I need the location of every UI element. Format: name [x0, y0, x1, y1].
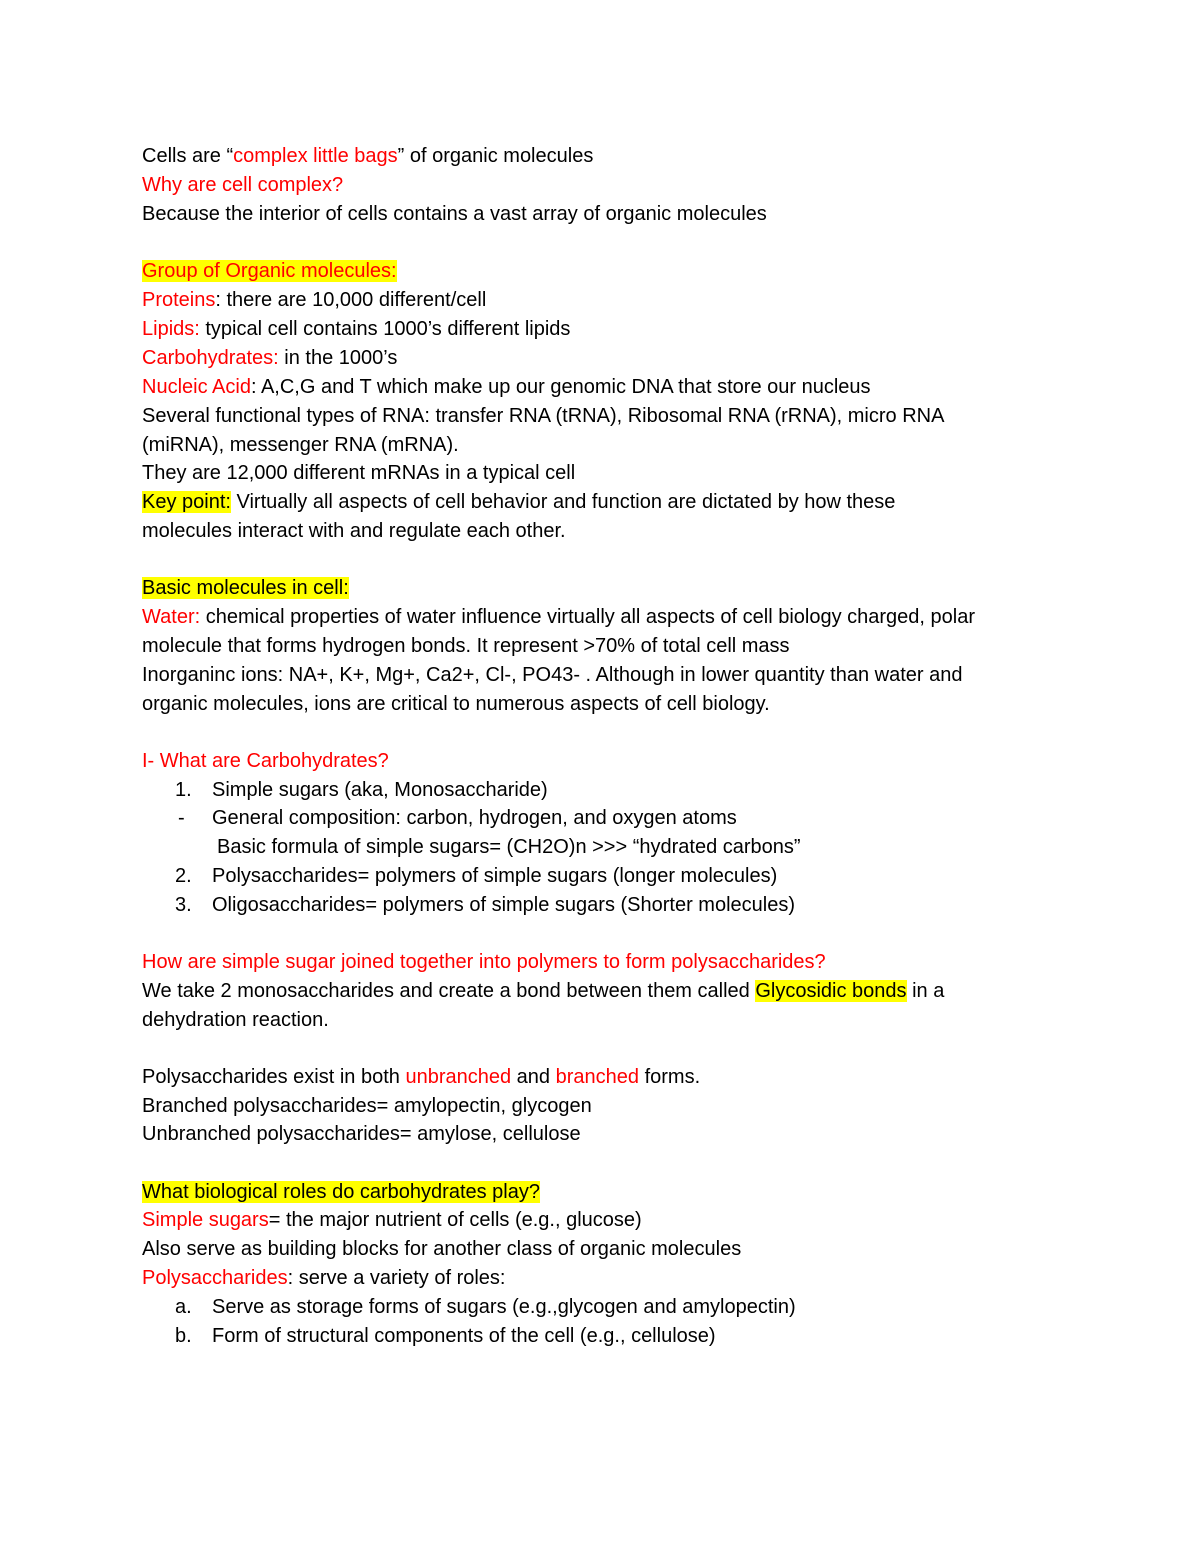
glycosidic-bonds-term: Glycosidic bonds: [755, 980, 907, 1002]
carbs-text: in the 1000’s: [278, 347, 398, 369]
branched-line: Branched polysaccharides= amylopectin, glycogen: [142, 1095, 592, 1117]
carbs-heading: I- What are Carbohydrates?: [142, 750, 389, 772]
complex-answer: Because the interior of cells contains a vast array of organic molecules: [142, 203, 767, 225]
water-text-1: chemical properties of water influence virtually all aspects of cell biology charged, polar: [200, 606, 975, 628]
building-blocks-line: Also serve as building blocks for another class of organic molecules: [142, 1238, 742, 1260]
carbs-item-3: Oligosaccharides= polymers of simple sugars (Shorter molecules): [212, 894, 796, 916]
polymers-question: How are simple sugar joined together into polymers to form polysaccharides?: [142, 951, 826, 973]
mrna-line: They are 12,000 different mRNAs in a typical cell: [142, 462, 576, 484]
carbs-label: Carbohydrates:: [142, 347, 279, 369]
list-number-3: 3.: [175, 894, 192, 916]
list-dash: -: [178, 807, 185, 829]
intro-text-2: ” of organic molecules: [397, 145, 594, 167]
intro-text-1: Cells are “: [142, 145, 234, 167]
polymers-answer-1: We take 2 monosaccharides and create a bond between them called: [142, 980, 756, 1002]
unbranched-term: unbranched: [405, 1066, 512, 1088]
nucleic-text: : A,C,G and T which make up our genomic DNA that store our nucleus: [250, 376, 871, 398]
list-letter-a: a.: [175, 1296, 192, 1318]
polysaccharides-text: : serve a variety of roles:: [287, 1267, 506, 1289]
water-line-2: molecule that forms hydrogen bonds. It represent >70% of total cell mass: [142, 635, 790, 657]
roles-item-a: Serve as storage forms of sugars (e.g.,glycogen and amylopectin): [212, 1296, 796, 1318]
carbs-formula: Basic formula of simple sugars= (CH2O)n >>> “hydrated carbons”: [217, 836, 801, 858]
basic-heading-line: [142, 574, 349, 603]
forms-text-2: forms.: [639, 1066, 701, 1088]
list-letter-b: b.: [175, 1325, 192, 1347]
unbranched-line: Unbranched polysaccharides= amylose, cellulose: [142, 1123, 581, 1145]
key-point-line: [142, 488, 895, 517]
carbs-item-1: Simple sugars (aka, Monosaccharide): [212, 779, 548, 801]
roles-heading-line: [142, 1178, 540, 1207]
groups-heading-line: [142, 257, 397, 286]
simple-sugars-label: Simple sugars: [142, 1209, 269, 1231]
lipids-text: typical cell contains 1000’s different lipids: [199, 318, 571, 340]
ions-line-2: organic molecules, ions are critical to numerous aspects of cell biology.: [142, 693, 770, 715]
lipids-label: Lipids:: [142, 318, 200, 340]
nucleic-line: [142, 373, 871, 402]
polysaccharides-label: Polysaccharides: [142, 1267, 288, 1289]
polymers-answer-line: [142, 977, 944, 1006]
water-line: [142, 603, 975, 632]
polymers-answer-2: in a: [906, 980, 945, 1002]
complex-question: Why are cell complex?: [142, 174, 344, 196]
branched-term: branched: [555, 1066, 640, 1088]
simple-sugars-line: [142, 1206, 642, 1235]
polymers-answer-line-2: dehydration reaction.: [142, 1009, 329, 1031]
intro-line: [142, 142, 593, 171]
groups-heading: Group of Organic molecules:: [142, 260, 397, 282]
roles-item-b: Form of structural components of the cell (e.g., cellulose): [212, 1325, 716, 1347]
key-point-text-1: Virtually all aspects of cell behavior and function are dictated by how these: [230, 491, 896, 513]
basic-heading: Basic molecules in cell:: [142, 577, 349, 599]
rna-line-1: Several functional types of RNA: transfer RNA (tRNA), Ribosomal RNA (rRNA), micro RNA: [142, 405, 945, 427]
nucleic-label: Nucleic Acid: [142, 376, 251, 398]
water-label: Water:: [142, 606, 201, 628]
complex-bags-term: complex little bags: [233, 145, 398, 167]
proteins-line: [142, 286, 486, 315]
carbs-item-composition: General composition: carbon, hydrogen, and oxygen atoms: [212, 807, 737, 829]
key-point-line-2: molecules interact with and regulate each other.: [142, 520, 566, 542]
rna-line-2: (miRNA), messenger RNA (mRNA).: [142, 434, 459, 456]
forms-line: [142, 1063, 700, 1092]
roles-heading: What biological roles do carbohydrates play?: [142, 1181, 540, 1203]
forms-and: and: [511, 1066, 556, 1088]
forms-text-1: Polysaccharides exist in both: [142, 1066, 406, 1088]
ions-line-1: Inorganinc ions: NA+, K+, Mg+, Ca2+, Cl-, PO43- . Although in lower quantity than water and: [142, 664, 963, 686]
list-number-1: 1.: [175, 779, 192, 801]
simple-sugars-text: = the major nutrient of cells (e.g., glucose): [268, 1209, 642, 1231]
lipids-line: [142, 315, 570, 344]
proteins-label: Proteins: [142, 289, 216, 311]
carbs-item-2: Polysaccharides= polymers of simple sugars (longer molecules): [212, 865, 778, 887]
carbs-line: [142, 344, 397, 373]
key-point-label: Key point:: [142, 491, 231, 513]
list-number-2: 2.: [175, 865, 192, 887]
proteins-text: : there are 10,000 different/cell: [215, 289, 487, 311]
polysaccharides-line: [142, 1264, 506, 1293]
